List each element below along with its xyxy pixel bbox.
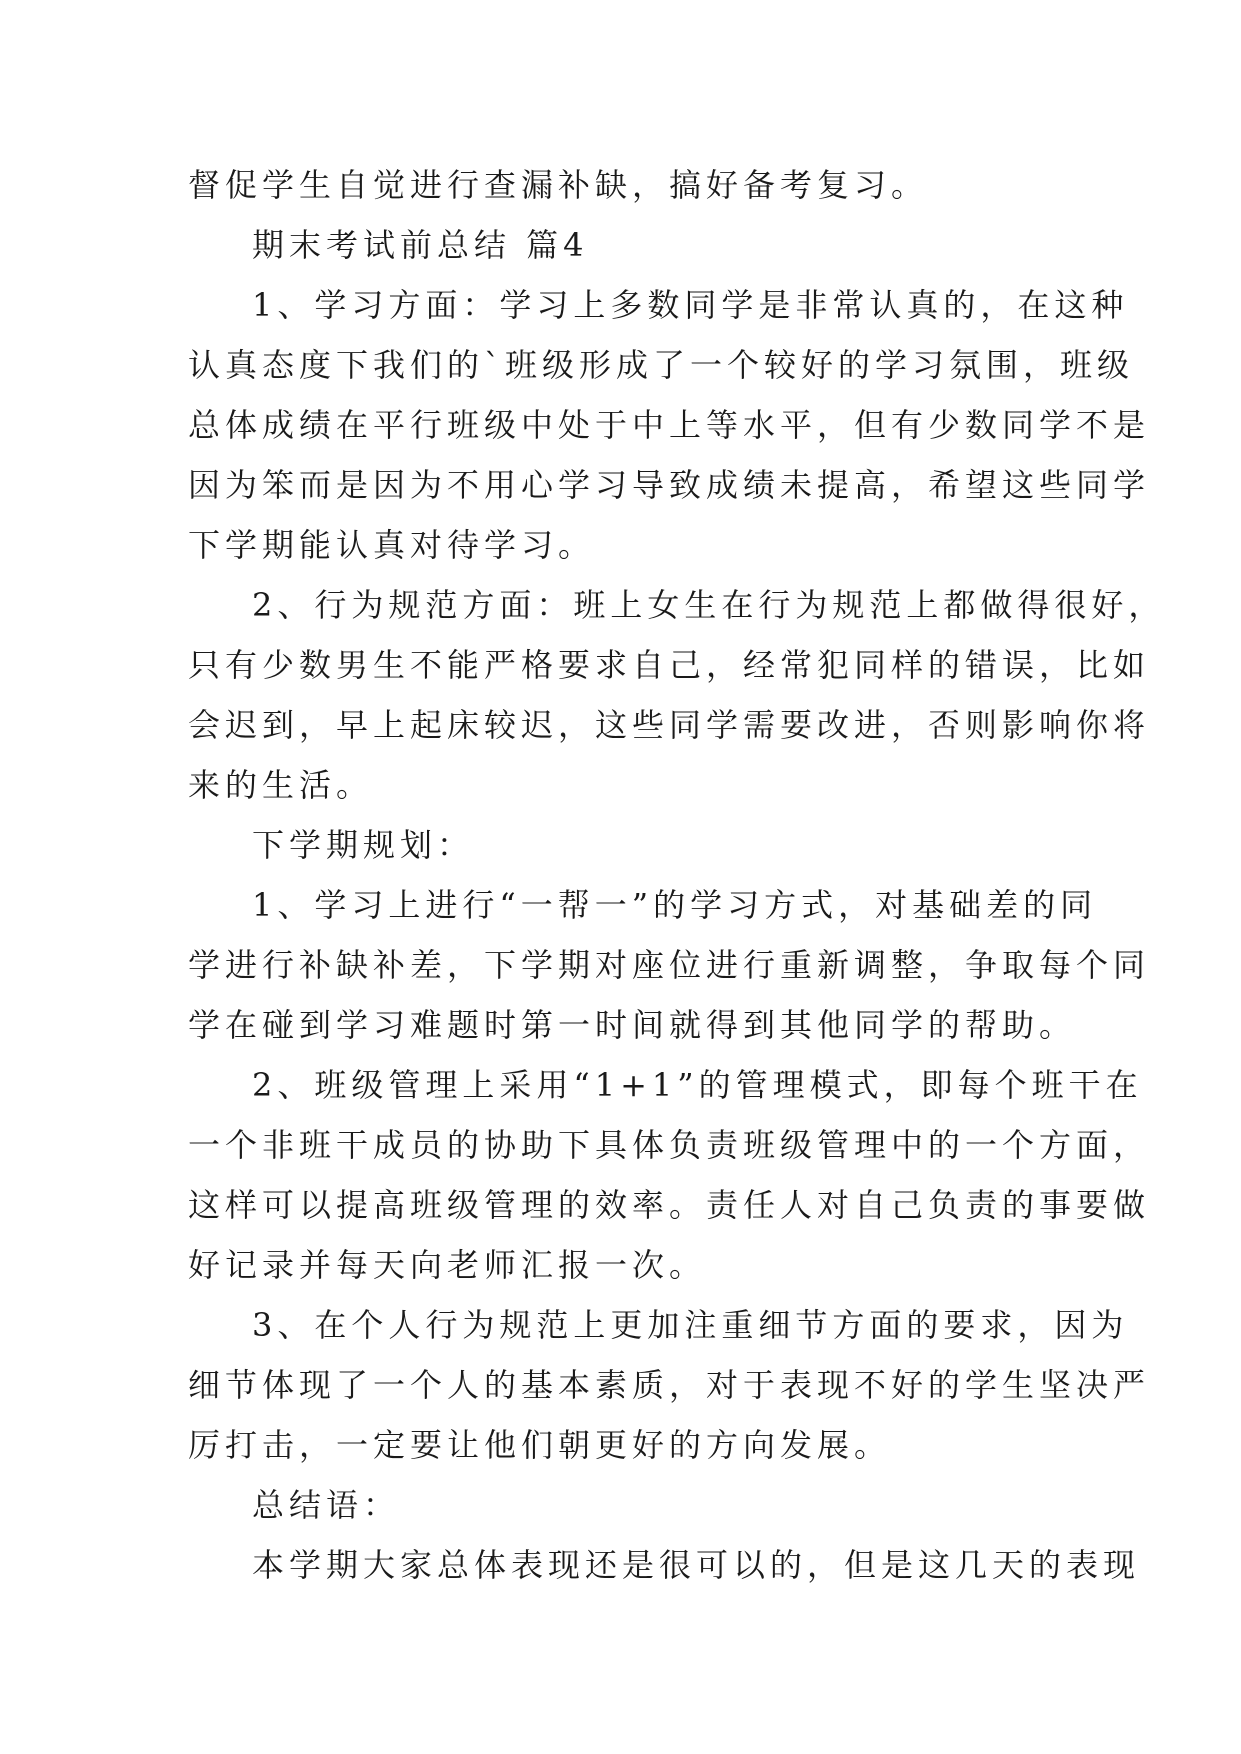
text-line: 下学期能认真对待学习。 (188, 526, 596, 564)
text-line: 只有少数男生不能严格要求自己，经常犯同样的错误，比如 (188, 646, 1151, 684)
document-body (188, 155, 1166, 1595)
text-line: 来的生活。 (188, 766, 374, 804)
text-line: 学在碰到学习难题时第一时间就得到其他同学的帮助。 (188, 1006, 1077, 1044)
text-line: 好记录并每天向老师汇报一次。 (188, 1246, 707, 1284)
text-line: 1、学习方面：学习上多数同学是非常认真的，在这种 (252, 286, 1129, 324)
text-line: 学进行补缺补差，下学期对座位进行重新调整，争取每个同 (188, 946, 1151, 984)
text-line: 会迟到，早上起床较迟，这些同学需要改进，否则影响你将 (188, 706, 1151, 744)
text-line: 3、在个人行为规范上更加注重细节方面的要求，因为 (252, 1306, 1129, 1344)
text-line: 这样可以提高班级管理的效率。责任人对自己负责的事要做 (188, 1186, 1151, 1224)
text-line: 本学期大家总体表现还是很可以的，但是这几天的表现 (252, 1546, 1141, 1584)
text-line: 细节体现了一个人的基本素质，对于表现不好的学生坚决严 (188, 1366, 1151, 1404)
text-line: 因为笨而是因为不用心学习导致成绩未提高，希望这些同学 (188, 466, 1151, 504)
text-line: 认真态度下我们的`班级形成了一个较好的学习氛围，班级 (188, 346, 1135, 384)
section-heading: 期末考试前总结 篇4 (252, 226, 589, 264)
text-line: 1、学习上进行“一帮一”的学习方式，对基础差的同 (252, 886, 1098, 924)
section-heading: 总结语： (252, 1486, 401, 1524)
text-line: 督促学生自觉进行查漏补缺，搞好备考复习。 (188, 166, 929, 204)
text-line: 2、班级管理上采用“1+1”的管理模式，即每个班干在 (252, 1066, 1143, 1104)
text-line: 厉打击，一定要让他们朝更好的方向发展。 (188, 1426, 892, 1464)
section-heading: 下学期规划： (252, 826, 475, 864)
text-line: 总体成绩在平行班级中处于中上等水平，但有少数同学不是 (188, 406, 1151, 444)
text-line: 2、行为规范方面：班上女生在行为规范上都做得很好， (252, 586, 1166, 624)
text-line: 一个非班干成员的协助下具体负责班级管理中的一个方面， (188, 1126, 1151, 1164)
